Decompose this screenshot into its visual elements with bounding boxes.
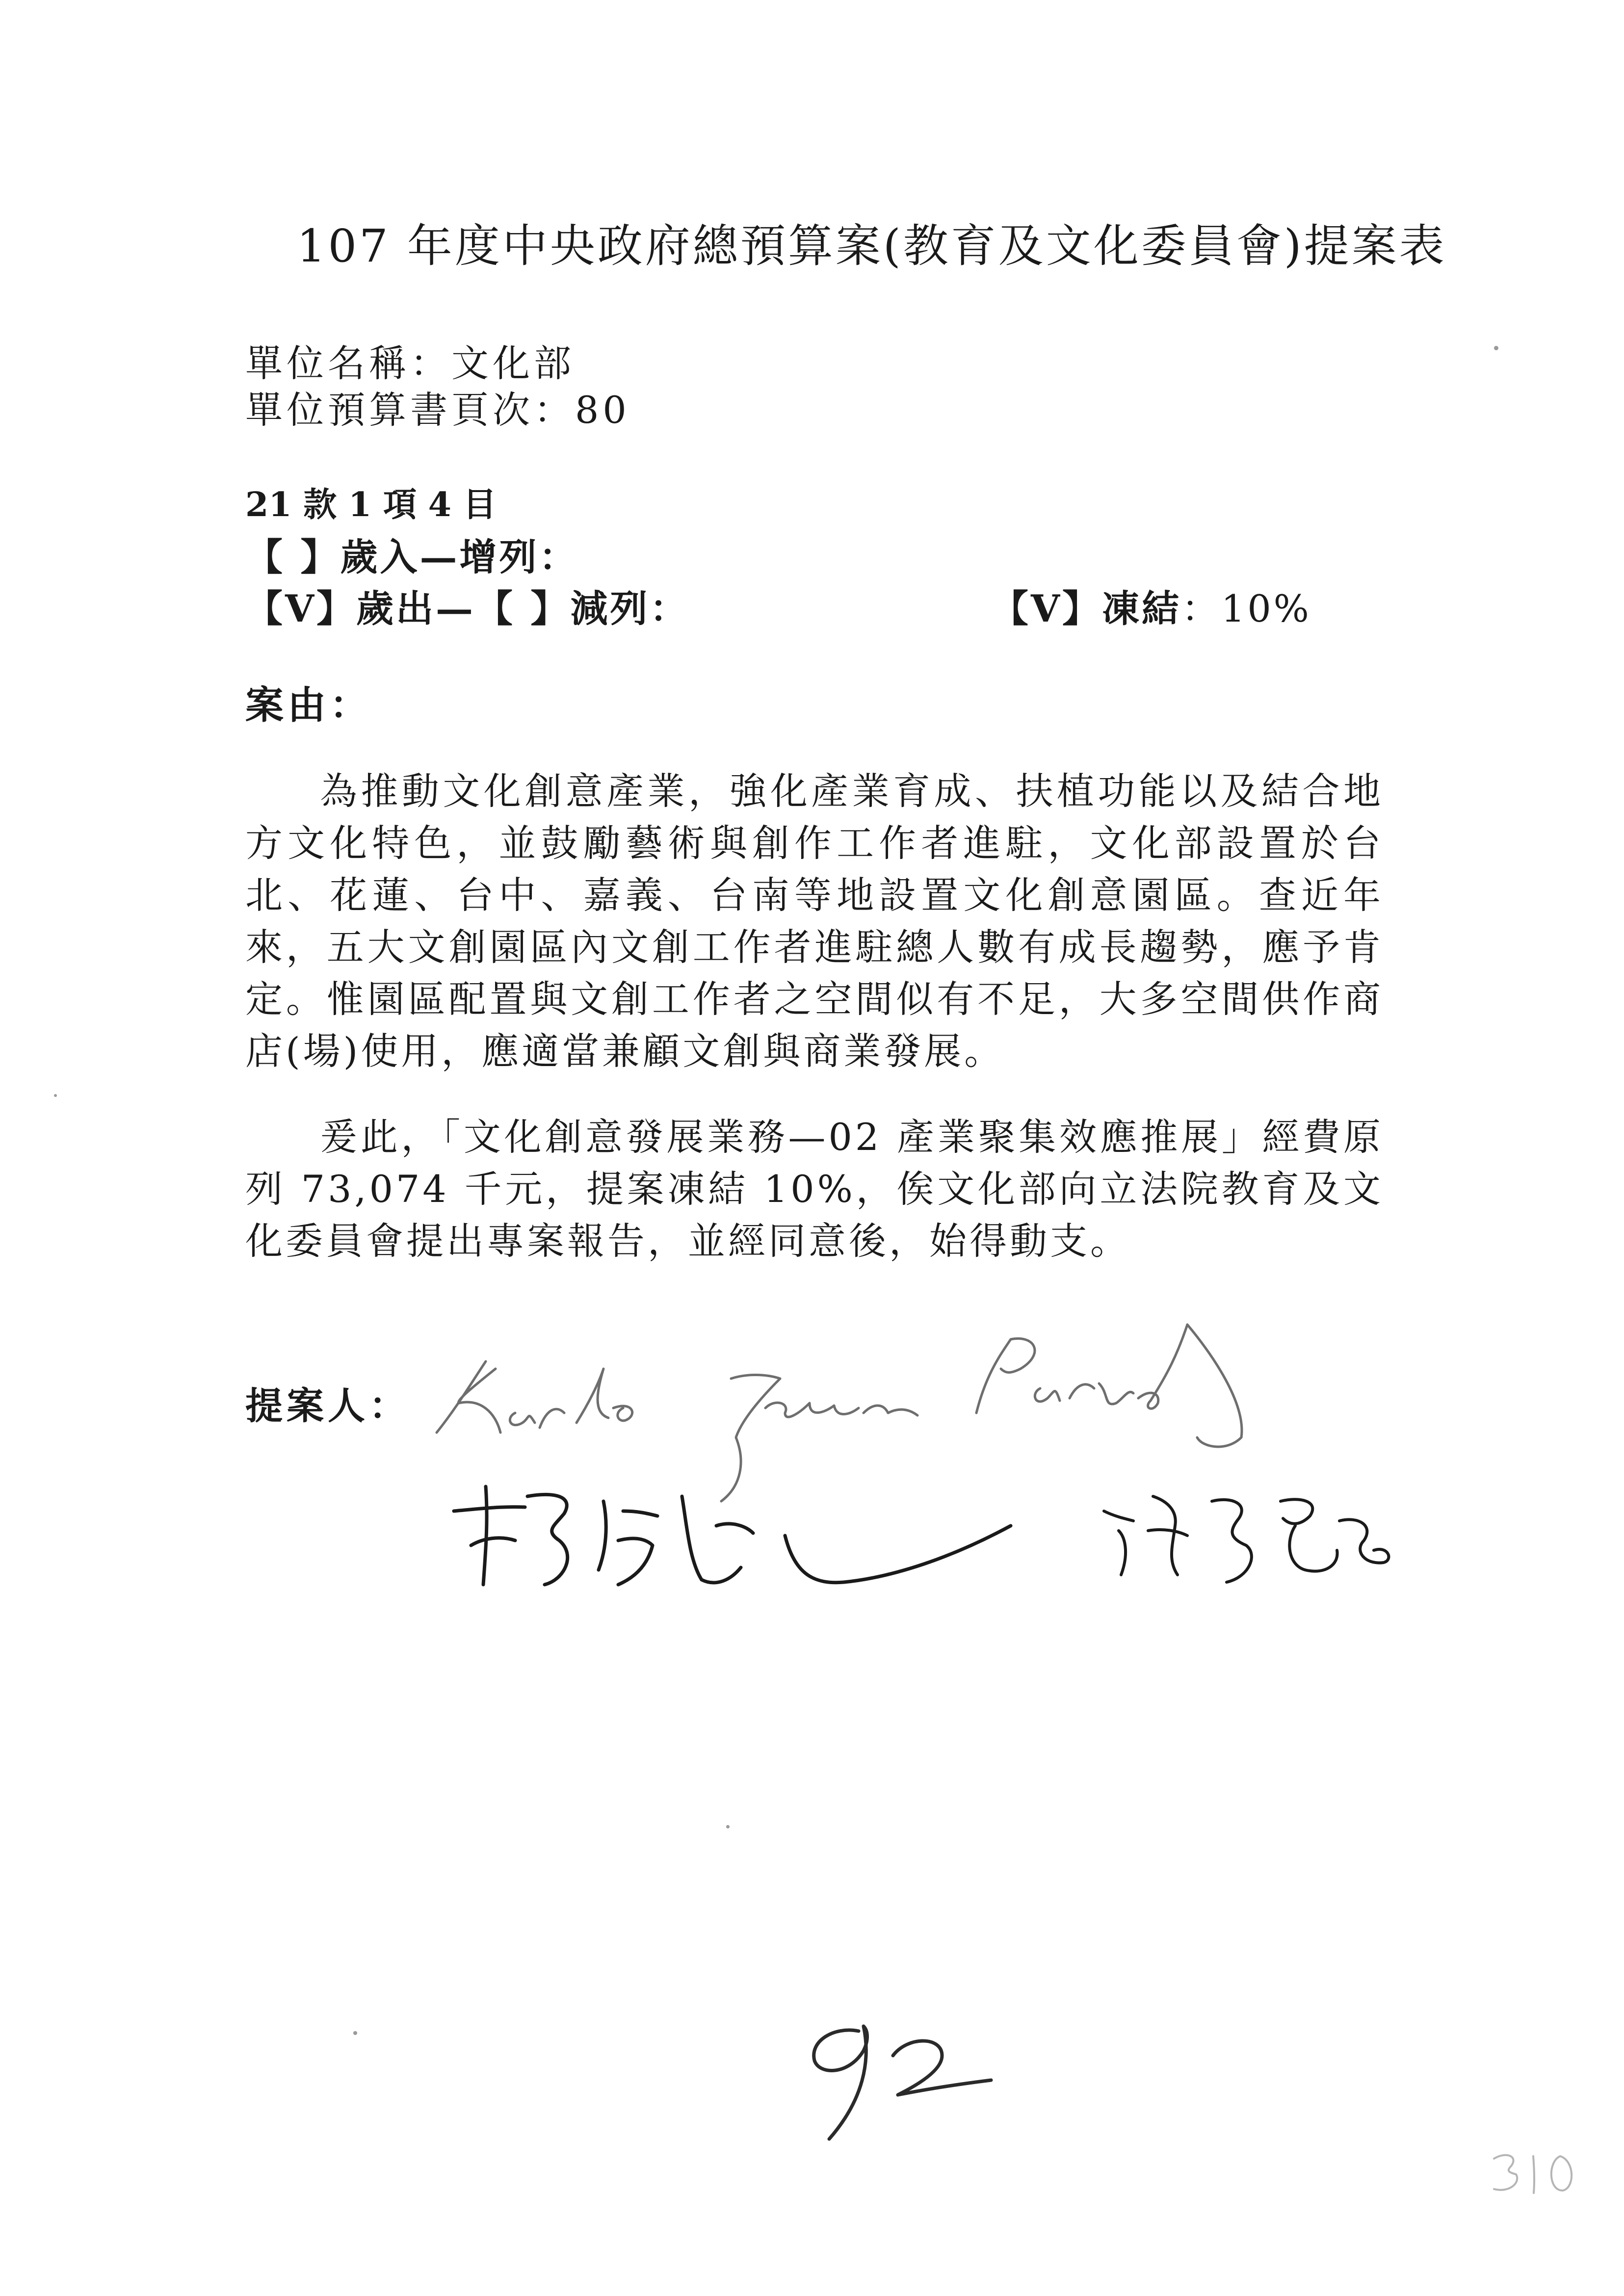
reduce-checkbox: 【 】	[475, 587, 571, 630]
signature-2	[454, 1487, 1011, 1585]
cause-paragraph-1: 為推動文化創意產業，強化產業育成、扶植功能以及結合地方文化特色，並鼓勵藝術與創作工作者進駐，文化部設置於台北、花蓮、台中、嘉義、台南等地設置文化創意園區。查近年來，五大文創園區內文創工作者進駐總人數有成長趨勢，應予肯定。惟園區配置與文創工作者之空間似有不足，大多空間供作商店(場)使用，應適當兼顧文創與商業發展。	[245, 769, 1384, 1073]
page-stamp	[1487, 2144, 1585, 2198]
document-title: 107 年度中央政府總預算案(教育及文化委員會)提案表	[297, 220, 1447, 272]
expense-checkbox: 【V】	[245, 587, 356, 630]
cause-paragraph-2: 爰此，「文化創意發展業務—02 產業聚集效應推展」經費原列 73,074 千元，提案凍結 10%，俟文化部向立法院教育及文化委員會提出專案報告，並經同意後，始得動支。	[245, 1115, 1384, 1263]
freeze-checkbox: 【V】	[991, 587, 1102, 630]
expense-label: 歲出—	[356, 587, 475, 630]
scan-speck	[54, 1094, 57, 1097]
reduce-label: 減列：	[570, 587, 690, 630]
signature-1	[437, 1325, 1242, 1501]
unit-name-label: 單位名稱：	[245, 341, 451, 385]
proposer-label: 提案人：	[245, 1384, 410, 1428]
freeze-label: 凍結	[1101, 587, 1181, 630]
scan-speck	[726, 1825, 730, 1828]
budget-page-value: 80	[575, 388, 630, 432]
signature-3	[1104, 1496, 1388, 1582]
scan-speck	[353, 2031, 357, 2035]
income-label: 歲入—增列：	[340, 535, 579, 579]
freeze-value: ：10%	[1181, 587, 1311, 630]
handwritten-page-number	[785, 2002, 1001, 2149]
cause-heading: 案由：	[245, 683, 372, 728]
budget-page-label: 單位預算書頁次：	[245, 388, 575, 432]
scan-speck	[1494, 346, 1498, 350]
unit-name-value: 文化部	[451, 341, 575, 385]
section-code: 21 款 1 項 4 目	[245, 485, 497, 524]
income-checkbox: 【 】	[245, 535, 341, 579]
